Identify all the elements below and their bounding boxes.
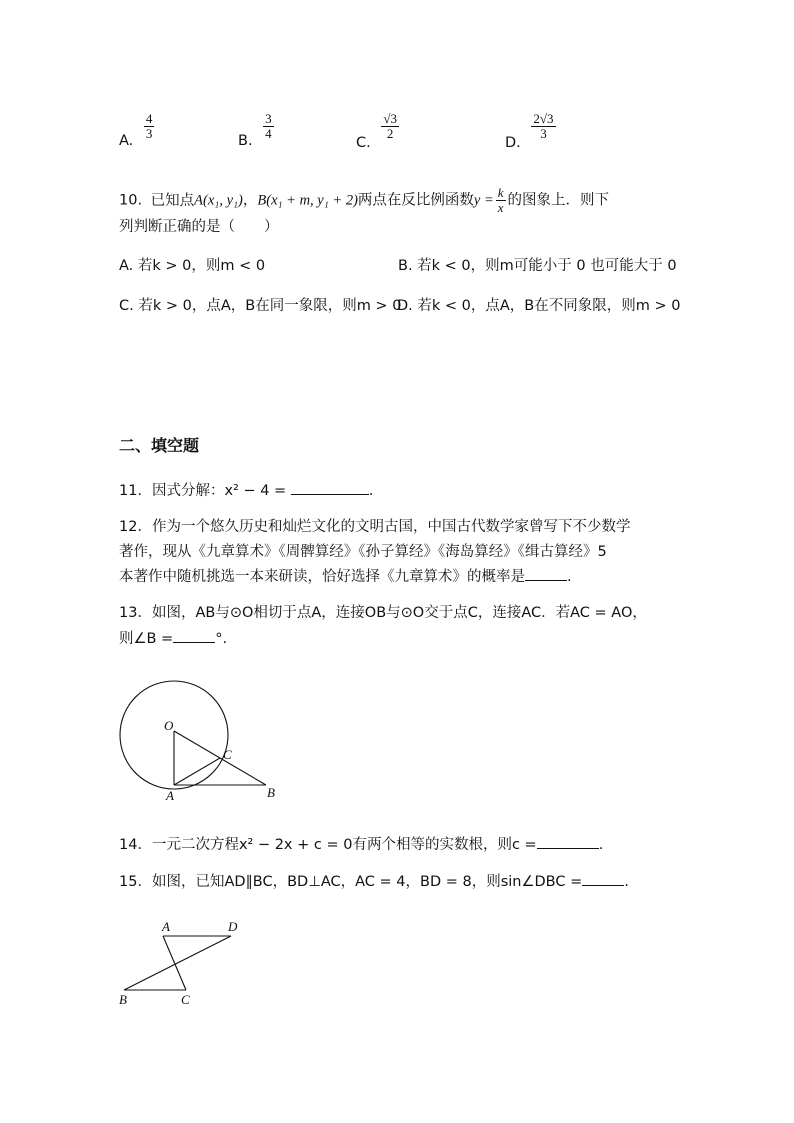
q9-option-d-label: D. (505, 134, 521, 151)
fraction-denominator: 3 (540, 126, 547, 141)
q10-number: 10. (119, 192, 143, 209)
fraction-denominator: 2 (386, 126, 394, 141)
q9-option-c-fraction (381, 112, 399, 141)
q15-end: . (624, 874, 629, 890)
q10-comma: ， (242, 192, 258, 209)
q9-option-b-label: B. (238, 132, 253, 149)
q11 (119, 480, 373, 501)
q10-stem-line2: 列判断正确的是（ ） (119, 219, 279, 235)
q11-end: . (368, 483, 374, 499)
label-c: C (223, 747, 232, 762)
q14-text: 14．一元二次方程x² − 2x + c = 0有两个相等的实数根，则c = (119, 837, 537, 853)
fraction-numerator: k (497, 185, 504, 200)
q14-answer-blank[interactable] (537, 834, 599, 849)
q13-figure (110, 680, 290, 805)
q14 (119, 834, 603, 855)
label-o: O (164, 718, 174, 733)
q10-stem-part2: 两点在反比例函数 (357, 192, 474, 209)
fraction-numerator: 3 (265, 111, 272, 126)
q10-point-a: A(x₁, y₁) (194, 192, 243, 209)
q9-option-a (119, 111, 154, 149)
q9-option-a-fraction (144, 112, 155, 141)
q9-option-b-fraction (263, 112, 274, 141)
q10-func-y: y = (473, 192, 494, 209)
label-b: B (119, 992, 127, 1007)
q12-end: . (567, 569, 572, 585)
q12-line3-text: 本著作中随机挑选一本来研读，恰好选择《九章算术》的概率是 (119, 569, 525, 585)
q12-line2: 著作，现从《九章算术》《周髀算经》《孙子算经》《海岛算经》《缉古算经》5 (119, 544, 607, 560)
q12-line1: 12．作为一个悠久历史和灿烂文化的文明古国，中国古代数学家曾写下不少数学 (119, 519, 631, 535)
label-c: C (181, 992, 190, 1007)
q13-answer-blank[interactable] (173, 628, 215, 643)
q15-answer-blank[interactable] (582, 871, 624, 886)
q10-func-fraction (496, 186, 506, 215)
label-b: B (267, 785, 275, 800)
q9-option-a-label: A. (119, 132, 134, 149)
fraction-numerator: 2√3 (533, 111, 554, 126)
label-a: A (162, 919, 170, 934)
q11-text: 11．因式分解：x² − 4 = (119, 483, 287, 499)
q10-point-b: B(x₁ + m, y₁ + 2) (257, 192, 358, 209)
q14-end: . (598, 837, 604, 853)
q15-figure (115, 915, 255, 1007)
label-d: D (228, 919, 238, 934)
q15-text: 15．如图，已知AD∥BC，BD⊥AC，AC = 4，BD = 8，则sin∠DBC = (119, 874, 583, 890)
q10-option-d: D. 若k < 0，点A，B在不同象限，则m > 0 (397, 298, 680, 314)
fraction-denominator: x (497, 200, 504, 215)
segment-bd (124, 936, 231, 990)
q13-line1: 13．如图，AB与⊙O相切于点A，连接OB与⊙O交于点C，连接AC．若AC = AO， (119, 605, 647, 621)
q12-answer-blank[interactable] (525, 566, 567, 581)
fraction-denominator: 4 (265, 126, 272, 141)
q9-option-d (505, 111, 556, 151)
q9-option-c-label: C. (356, 134, 371, 151)
section-heading: 二、填空题 (119, 436, 200, 455)
q9-option-d-fraction (531, 112, 555, 141)
q15 (119, 871, 629, 892)
q9-option-c (356, 111, 399, 151)
fraction-numerator: √3 (383, 111, 397, 126)
fraction-denominator: 3 (145, 126, 153, 141)
segment-ac (163, 936, 186, 990)
q10-option-a: A. 若k > 0，则m < 0 (119, 258, 266, 274)
q10-stem-line1 (119, 186, 609, 215)
q13-line2 (119, 628, 227, 649)
fraction-numerator: 4 (145, 111, 153, 126)
q10-stem-part1: 已知点 (150, 192, 195, 209)
q10-stem-part3: 的图象上．则下 (507, 192, 610, 209)
label-a: A (166, 788, 174, 803)
q13-end: °. (215, 631, 228, 647)
q12-line3 (119, 566, 572, 587)
q10-option-b: B. 若k < 0，则m可能小于 0 也可能大于 0 (398, 258, 677, 274)
q13-line2-text: 则∠B = (119, 631, 174, 647)
q10-option-c: C. 若k > 0，点A，B在同一象限，则m > 0 (119, 298, 402, 314)
q11-answer-blank[interactable] (291, 480, 369, 495)
q9-option-b (238, 111, 274, 149)
